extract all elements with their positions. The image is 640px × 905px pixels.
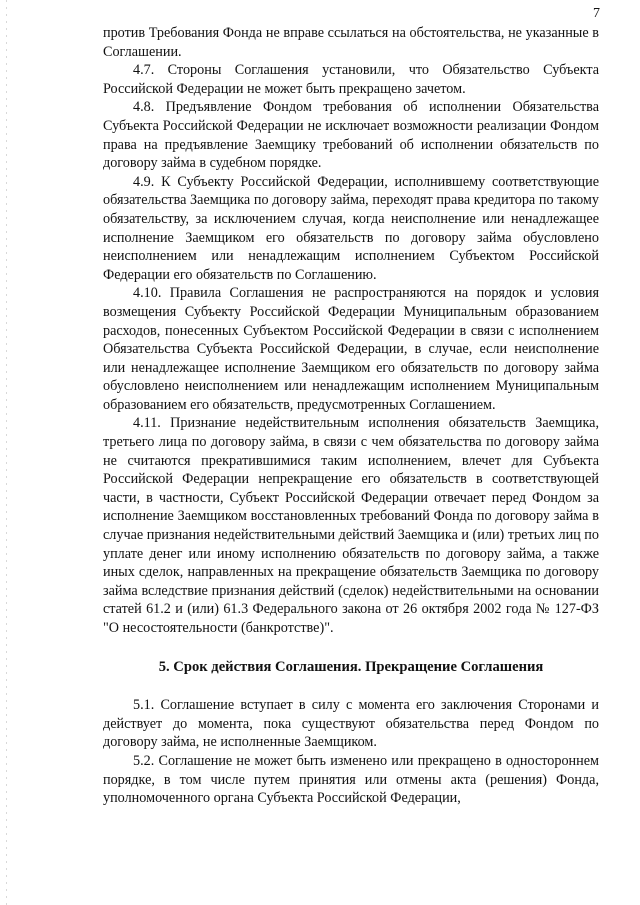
- paragraph-5-2: 5.2. Соглашение не может быть изменено или прекращено в одностороннем порядке, в том числе путем принятия или отмены акта (решения) Фонда, уполномоченного органа Субъекта Российской Федерации,: [103, 752, 599, 807]
- paragraph-4-6-continuation: против Требования Фонда не вправе ссылаться на обстоятельства, не указанные в Соглашении.: [103, 25, 599, 60]
- document-body: [103, 24, 599, 808]
- paragraph-4-10: 4.10. Правила Соглашения не распространяются на порядок и условия возмещения Субъекту Российской Федерации Муниципальным образованием расходов, понесенных Субъектом Российской Федерации в связи с исполнением Обязательства Субъекта Российской Федерации, в случае, если неисполнение или ненадлежащее исполнение Заемщиком его обязательств по договору займа обусловлено неисполнением или ненадлежащим исполнением Муниципальным образованием его обязательств, предусмотренных Соглашением.: [103, 285, 599, 413]
- paragraph-5-1: 5.1. Соглашение вступает в силу с момента его заключения Сторонами и действует до момента, пока существуют обязательства перед Фондом по договору займа, не исполненные Заемщиком.: [103, 697, 599, 751]
- scan-edge-artifact: [6, 0, 7, 905]
- section-5-heading: 5. Срок действия Соглашения. Прекращение Соглашения: [158, 658, 544, 675]
- paragraph-4-11: 4.11. Признание недействительным исполнения обязательств Заемщика, третьего лица по договору займа, в связи с чем обязательства по договору займа не считаются прекратившимися таким исполнением, влечет для Субъекта Российской Федерации непрекращение его обязательств в соответствующей части, в частности, Субъект Российской Федерации отвечает перед Фондом за исполнение Заемщиком восстановленных требований Фонда по договору займа в случае признания недействительными действий Заемщика и (или) третьих лиц по уплате денег или иному исполнению обязательств по договору займа, а также иных сделок, направленных на прекращение обязательств Заемщика по договору займа вследствие признания действий (сделок) недействительными на основании статей 61.2 и (или) 61.3 Федерального закона от 26 октября 2002 года № 127-ФЗ "О несостоятельности (банкротстве)".: [103, 415, 599, 636]
- paragraph-4-8: 4.8. Предъявление Фондом требования об исполнении Обязательства Субъекта Российской Федерации не исключает возможности реализации Фондом права на предъявление Заемщику требований об исполнении обязательств по договору займа в судебном порядке.: [103, 99, 599, 172]
- paragraph-4-9: 4.9. К Субъекту Российской Федерации, исполнившему соответствующие обязательства Заемщика по договору займа, переходят права кредитора по такому обязательству, за исключением случая, когда неисполнение или ненадлежащее исполнение Заемщиком его обязательств по договору займа обусловлено неисполнением или ненадлежащим исполнением Субъектом Российской Федерации его обязательств по Соглашению.: [103, 173, 599, 283]
- paragraph-4-7: 4.7. Стороны Соглашения установили, что Обязательство Субъекта Российской Федерации не может быть прекращено зачетом.: [103, 62, 599, 97]
- page-number: 7: [593, 6, 600, 21]
